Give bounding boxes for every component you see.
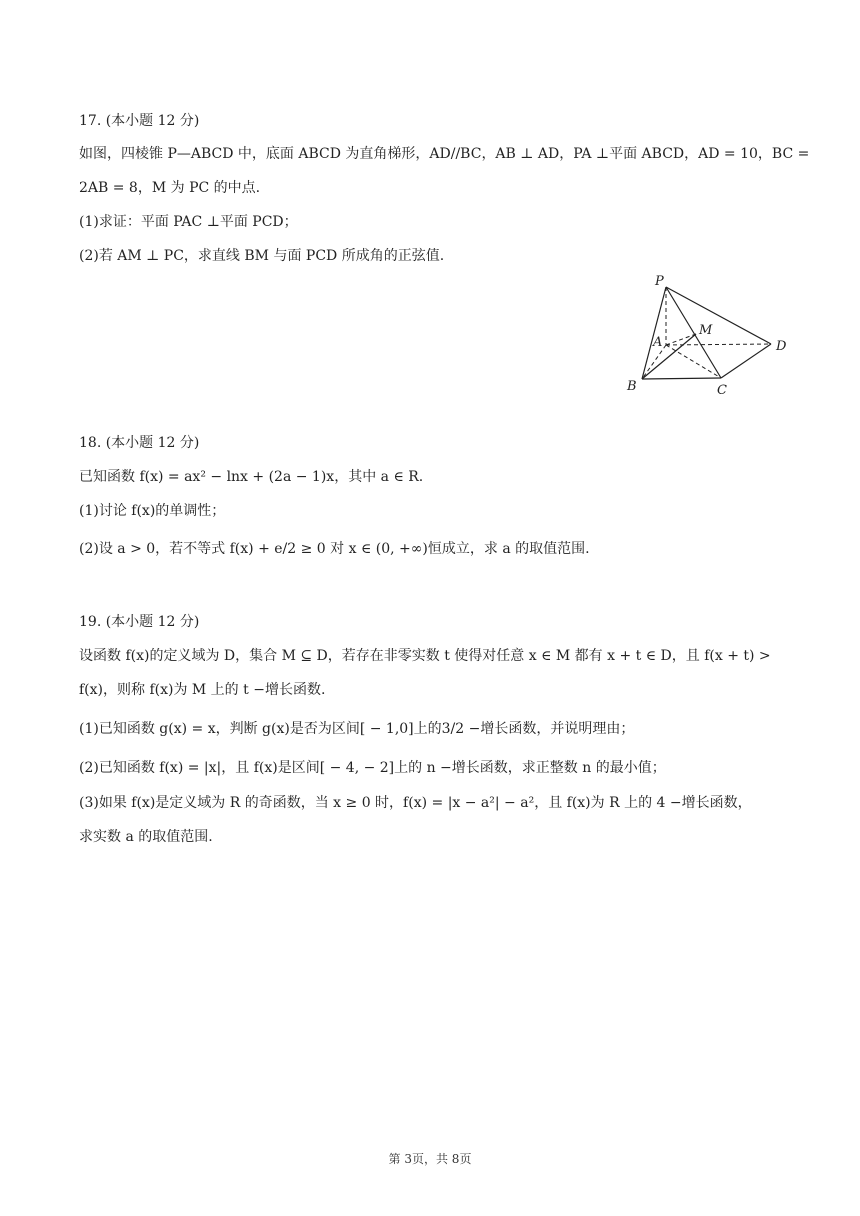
problem-19-part-1: (1)已知函数 g(x) = x，判断 g(x)是否为区间[ − 1,0]上的3/2 −增长函数，并说明理由； [79, 721, 635, 737]
problem-19-statement-line-1: 设函数 f(x)的定义域为 D，集合 M ⊆ D，若存在非零实数 t 使得对任意 x ∈ M 都有 x + t ∈ D，且 f(x + t) > [79, 648, 771, 664]
edge-AD [666, 344, 771, 345]
pyramid-figure [620, 268, 810, 400]
problem-18-part-1: (1)讨论 f(x)的单调性； [79, 503, 226, 519]
problem-17-part-1: (1)求证：平面 PAC ⊥平面 PCD； [79, 214, 298, 230]
label-A: A [653, 335, 663, 350]
edge-AC [666, 345, 721, 378]
edge-AM [666, 334, 696, 345]
problem-17-part-2: (2)若 AM ⊥ PC，求直线 BM 与面 PCD 所成角的正弦值. [79, 248, 445, 264]
edge-CD [721, 344, 771, 378]
edge-PC [666, 287, 721, 378]
problem-19-statement-line-2: f(x)，则称 f(x)为 M 上的 t −增长函数. [79, 682, 326, 698]
problem-19-part-3-line-2: 求实数 a 的取值范围. [79, 829, 213, 845]
problem-18-statement: 已知函数 f(x) = ax² − lnx + (2a − 1)x，其中 a ∈ R. [79, 469, 424, 485]
edge-BC [642, 378, 721, 379]
problem-18-header: 18. (本小题 12 分) [79, 435, 200, 451]
label-B: B [627, 379, 637, 394]
edge-PD [666, 287, 771, 344]
edge-PB [642, 287, 666, 379]
edge-BM [642, 334, 696, 379]
page-footer: 第 3页，共 8页 [388, 1152, 472, 1166]
label-C: C [717, 383, 727, 398]
problem-17-header: 17. (本小题 12 分) [79, 113, 200, 129]
problem-18-part-2: (2)设 a > 0，若不等式 f(x) + e/2 ≥ 0 对 x ∈ (0, +∞)恒成立，求 a 的取值范围. [79, 541, 590, 557]
label-D: D [776, 339, 787, 354]
problem-17-statement-line-1: 如图，四棱锥 P—ABCD 中，底面 ABCD 为直角梯形，AD//BC，AB ⊥ AD，PA ⊥平面 ABCD，AD = 10，BC = [79, 146, 810, 162]
problem-19-part-2: (2)已知函数 f(x) = |x|，且 f(x)是区间[ − 4, − 2]上的 n −增长函数，求正整数 n 的最小值； [79, 760, 666, 776]
problem-19-header: 19. (本小题 12 分) [79, 614, 200, 630]
problem-17-statement-line-2: 2AB = 8，M 为 PC 的中点. [79, 180, 261, 196]
label-P: P [655, 274, 664, 289]
label-M: M [699, 323, 713, 338]
problem-19-part-3-line-1: (3)如果 f(x)是定义域为 R 的奇函数，当 x ≥ 0 时，f(x) = |x − a²| − a²，且 f(x)为 R 上的 4 −增长函数， [79, 795, 752, 811]
